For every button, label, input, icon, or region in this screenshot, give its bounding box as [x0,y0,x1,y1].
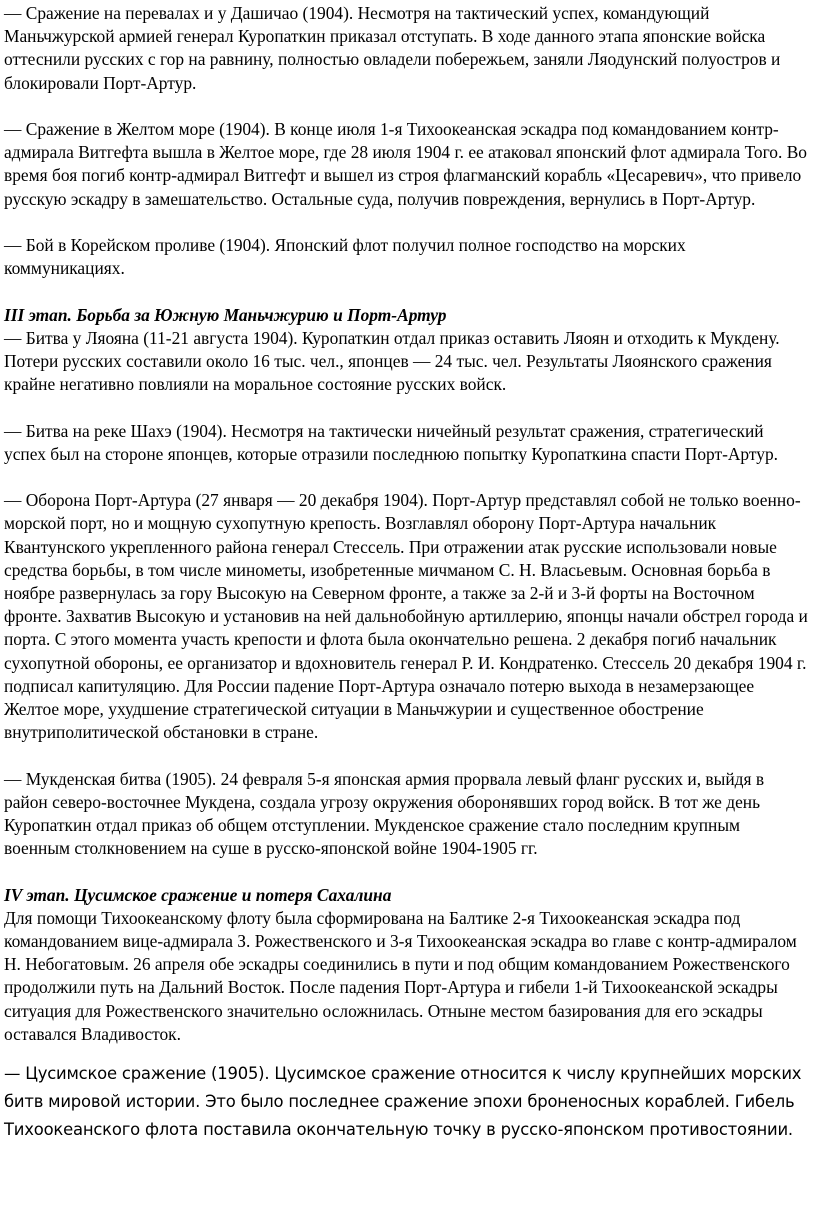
paragraph-liaoyang: — Битва у Ляояна (11-21 августа 1904). Куропаткин отдал приказ оставить Ляоян и отходить к Мукдену. Потери русских составили около 16 тыс. чел., японцев — 24 тыс. чел. Результаты Ляоянского сражения крайне негативно повлияли на моральное состояние русских войск. [4,327,780,395]
section-heading-stage-3: III этап. Борьба за Южную Маньчжурию и Порт-Артур [4,304,447,325]
paragraph-tsushima: — Цусимское сражение (1905). Цусимское сражение относится к числу крупнейших морских битв мировой истории. Это было последнее сражение эпохи броненосных кораблей. Гибель Тихоокеанского флота поставила окончательную точку в русско-японском противостоянии. [4,1064,802,1140]
paragraph-mukden: — Мукденская битва (1905). 24 февраля 5-я японская армия прорвала левый фланг русских и, выйдя в район северо-восточнее Мукдена, создала угрозу окружения оборонявших город войск. В тот же день Куропаткин отдал приказ об общем отступлении. Мукденское сражение стало последним крупным военным столкновением на суше в русско-японской войне 1904-1905 гг. [4,768,765,859]
section-heading-stage-4: IV этап. Цусимское сражение и потеря Сахалина [4,884,392,905]
paragraph-korea-strait: — Бой в Корейском проливе (1904). Японский флот получил полное господство на морских коммуникациях. [4,235,686,279]
paragraph-port-arthur: — Оборона Порт-Артура (27 января — 20 декабря 1904). Порт-Артур представлял собой не только военно-морской порт, но и мощную сухопутную крепость. Возглавлял оборону Порт-Артура начальник Квантунского укрепленного района генерал Стессель. При отражении атак русские использовали новые средства борьбы, в том числе минометы, изобретенные мичманом С. Н. Власьевым. Основная борьба в ноябре развернулась за гору Высокую на Северном фронте, а также за 2-й и 3-й форты на Восточном фронте. Захватив Высокую и установив на ней дальнобойную артиллерию, японцы начали обстрел города и порта. С этого момента участь крепости и флота была окончательно решена. 2 декабря погиб начальник сухопутной обороны, ее организатор и вдохновитель генерал Р. И. Кондратенко. Стессель 20 декабря 1904 г. подписал капитуляцию. Для России падение Порт-Артура означало потерю выхода в незамерзающее Желтое море, ухудшение стратегической ситуации в Маньчжурии и существенное обострение внутриполитической обстановки в стране. [4,490,808,743]
paragraph-dashichao: — Сражение на перевалах и у Дашичао (1904). Несмотря на тактический успех, командующий Маньчжурской армией генерал Куропаткин приказал отступать. В ходе данного этапа японские войска оттеснили русских с гор на равнину, полностью овладели побережьем, заняли Ляодунский полуостров и блокировали Порт-Артур. [4,3,781,93]
paragraph-shahe: — Битва на реке Шахэ (1904). Несмотря на тактически ничейный результат сражения, стратегический успех был на стороне японцев, которые отразили последнюю попытку Куропаткина спасти Порт-Артур. [4,420,779,464]
paragraph-second-squadron: Для помощи Тихоокеанскому флоту была сформирована на Балтике 2-я Тихоокеанская эскадра под командованием вице-адмирала З. Рожественского и 3-я Тихоокеанская эскадра во главе с контр-адмиралом Н. Небогатовым. 26 апреля обе эскадры соединились в пути и под общим командованием Рожественского продолжили путь на Дальний Восток. После падения Порт-Артура и гибели 1-й Тихоокеанской эскадры ситуация для Рожественского значительно осложнилась. Отныне местом базирования для его эскадры оставался Владивосток. [4,907,797,1044]
paragraph-yellow-sea: — Сражение в Желтом море (1904). В конце июля 1-я Тихоокеанская эскадра под командованием контр-адмирала Витгефта вышла в Желтое море, где 28 июля 1904 г. ее атаковал японский флот адмирала Того. Во время боя погиб контр-адмирал Витгефт и вышел из строя флагманский корабль «Цесаревич», что привело русскую эскадру в замешательство. Остальные суда, получив повреждения, вернулись в Порт-Артур. [4,119,807,209]
